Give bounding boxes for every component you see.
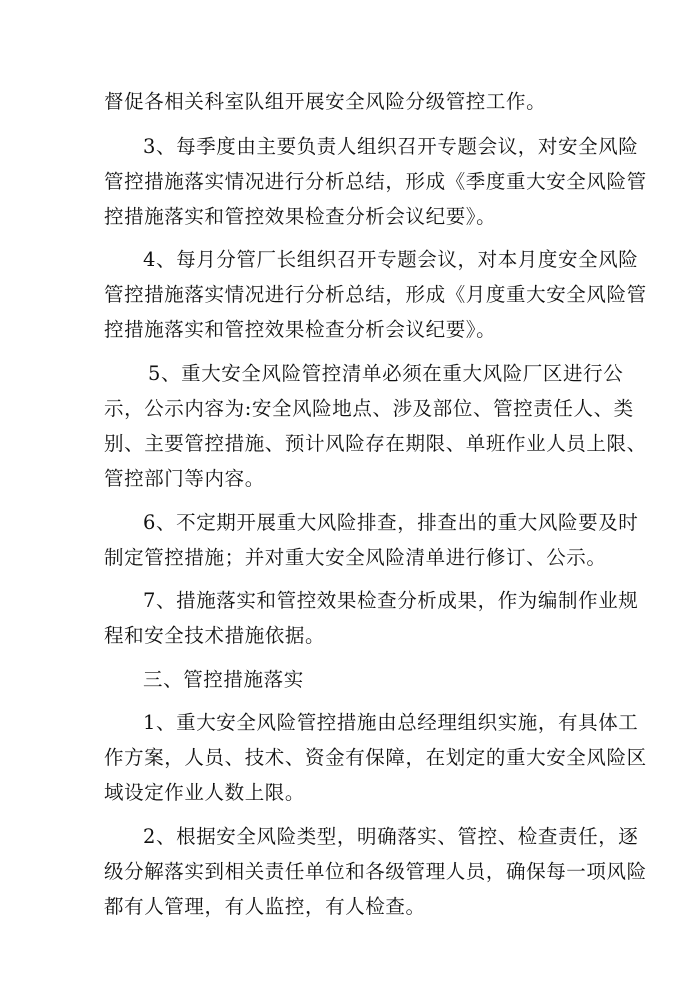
text-line: 管控部门等内容。 <box>104 467 265 490</box>
text-line: 1、重大安全风险管控措施由总经理组织实施，有具体工 <box>143 711 639 734</box>
text-line: 4、每月分管厂长组织召开专题会议，对本月度安全风险 <box>143 248 639 271</box>
text-line: 6、不定期开展重大风险排查，排查出的重大风险要及时 <box>143 511 639 534</box>
text-line: 别、主要管控措施、预计风险存在期限、单班作业人员上限、 <box>104 432 647 455</box>
text-line: 域设定作业人数上限。 <box>104 781 306 804</box>
text-line: 控措施落实和管控效果检查分析会议纪要》。 <box>104 318 497 341</box>
text-line: 7、措施落实和管控效果检查分析成果，作为编制作业规 <box>143 589 639 612</box>
section-heading: 三、管控措施落实 <box>143 668 304 691</box>
text-line: 管控措施落实情况进行分析总结，形成《季度重大安全风险管 <box>104 170 647 193</box>
text-line: 2、根据安全风险类型，明确落实、管控、检查责任，逐 <box>143 825 639 848</box>
text-line: 都有人管理，有人监控，有人检查。 <box>104 895 426 918</box>
text-line: 程和安全技术措施依据。 <box>104 624 326 647</box>
text-line: 控措施落实和管控效果检查分析会议纪要》。 <box>104 205 497 228</box>
text-line: 示，公示内容为:安全风险地点、涉及部位、管控责任人、类 <box>104 397 634 420</box>
text-line: 级分解落实到相关责任单位和各级管理人员，确保每一项风险 <box>104 860 647 883</box>
text-line: 管控措施落实情况进行分析总结，形成《月度重大安全风险管 <box>104 283 647 306</box>
text-line: 制定管控措施；并对重大安全风险清单进行修订、公示。 <box>104 546 607 569</box>
text-line: 3、每季度由主要负责人组织召开专题会议，对安全风险 <box>143 135 639 158</box>
text-line: 5、重大安全风险管控清单必须在重大风险厂区进行公 <box>148 362 624 385</box>
text-line: 督促各相关科室队组开展安全风险分级管控工作。 <box>104 90 547 113</box>
text-line: 作方案，人员、技术、资金有保障，在划定的重大安全风险区 <box>104 746 647 769</box>
